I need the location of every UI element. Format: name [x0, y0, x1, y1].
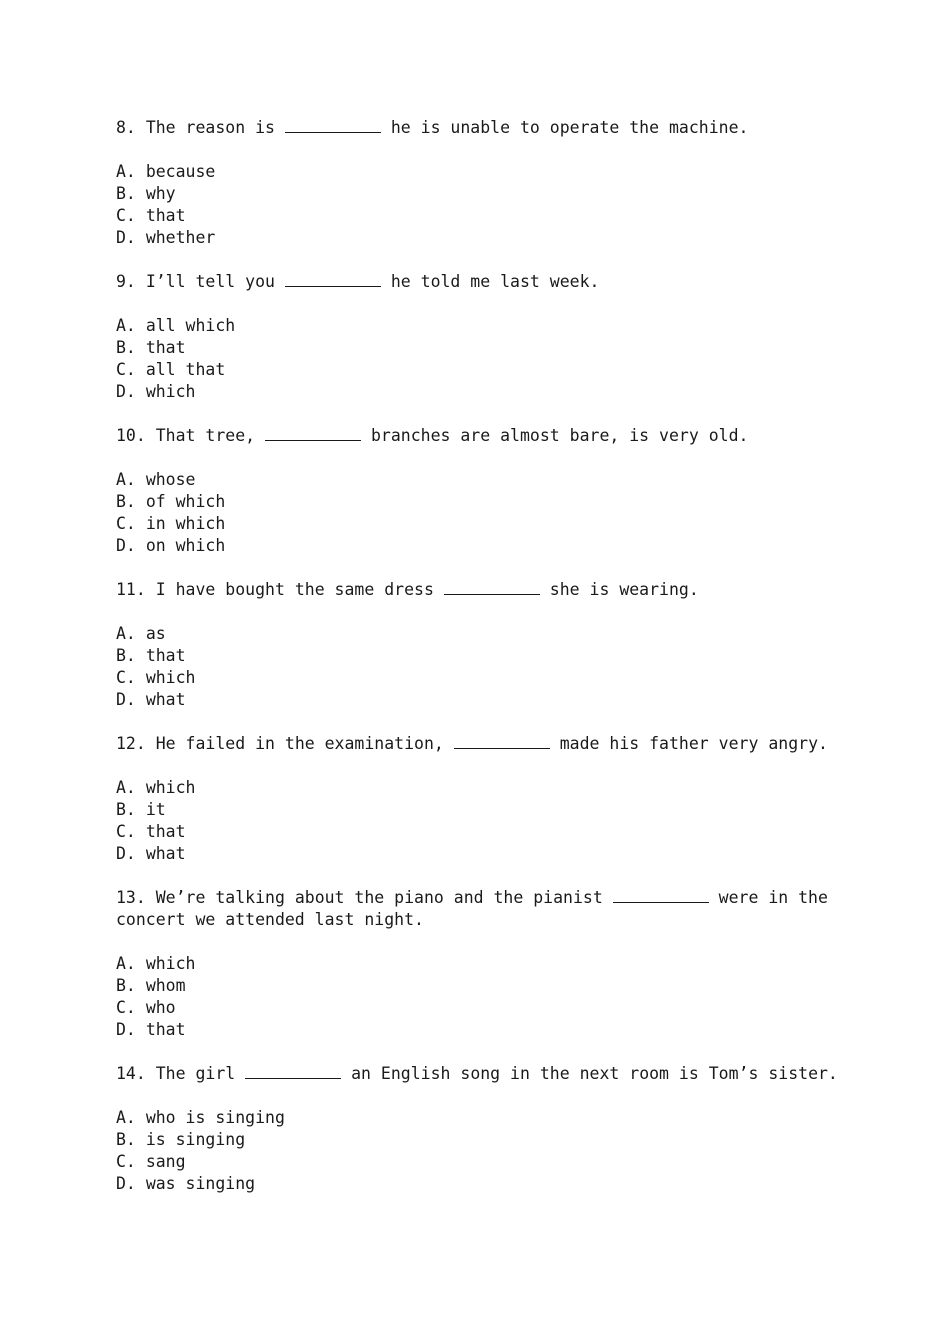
- answer-blank: [285, 271, 381, 287]
- option-text: what: [145, 690, 186, 709]
- question-stem-after: were in the concert we attended last night.: [116, 888, 838, 929]
- option-letter: C.: [116, 360, 136, 379]
- question-14: [116, 1063, 846, 1195]
- option-text: was singing: [145, 1174, 256, 1193]
- question-13: [116, 887, 846, 1041]
- option-text: because: [145, 162, 216, 181]
- option-letter: B.: [116, 976, 136, 995]
- option-letter: C.: [116, 206, 136, 225]
- option-text: it: [145, 800, 166, 819]
- option-letter: D.: [116, 1020, 136, 1039]
- option-text: all which: [145, 316, 236, 335]
- question-stem-before: I have bought the same dress: [155, 580, 434, 599]
- options-list: [116, 469, 846, 557]
- option-c[interactable]: [116, 205, 846, 227]
- option-text: why: [145, 184, 176, 203]
- option-letter: A.: [116, 954, 136, 973]
- answer-blank: [454, 733, 550, 749]
- question-text: [116, 1063, 846, 1085]
- question-stem-before: He failed in the examination,: [155, 734, 444, 753]
- option-a[interactable]: [116, 953, 846, 975]
- question-number: 8.: [116, 118, 136, 137]
- options-list: [116, 623, 846, 711]
- answer-blank: [265, 425, 361, 441]
- option-a[interactable]: [116, 315, 846, 337]
- question-9: [116, 271, 846, 403]
- option-text: whose: [145, 470, 196, 489]
- option-text: is singing: [145, 1130, 246, 1149]
- option-text: on which: [145, 536, 226, 555]
- option-text: which: [145, 778, 196, 797]
- question-stem-after: branches are almost bare, is very old.: [370, 426, 749, 445]
- option-text: that: [145, 206, 186, 225]
- option-d[interactable]: [116, 689, 846, 711]
- option-text: that: [145, 1020, 186, 1039]
- option-letter: B.: [116, 646, 136, 665]
- option-text: sang: [145, 1152, 186, 1171]
- option-d[interactable]: [116, 535, 846, 557]
- question-stem-before: That tree,: [155, 426, 256, 445]
- question-number: 11.: [116, 580, 146, 599]
- option-d[interactable]: [116, 227, 846, 249]
- option-text: that: [145, 338, 186, 357]
- option-text: all that: [145, 360, 226, 379]
- option-c[interactable]: [116, 1151, 846, 1173]
- option-letter: D.: [116, 844, 136, 863]
- option-letter: B.: [116, 800, 136, 819]
- option-b[interactable]: [116, 799, 846, 821]
- option-letter: A.: [116, 778, 136, 797]
- question-text: [116, 887, 846, 931]
- question-number: 10.: [116, 426, 146, 445]
- option-letter: A.: [116, 470, 136, 489]
- option-letter: A.: [116, 1108, 136, 1127]
- question-number: 14.: [116, 1064, 146, 1083]
- option-letter: D.: [116, 228, 136, 247]
- option-letter: A.: [116, 162, 136, 181]
- option-a[interactable]: [116, 623, 846, 645]
- question-text: [116, 117, 846, 139]
- option-a[interactable]: [116, 777, 846, 799]
- option-letter: C.: [116, 514, 136, 533]
- option-a[interactable]: [116, 1107, 846, 1129]
- question-stem-before: We’re talking about the piano and the pianist: [155, 888, 603, 907]
- option-text: that: [145, 646, 186, 665]
- question-text: [116, 425, 846, 447]
- question-stem-after: he is unable to operate the machine.: [390, 118, 749, 137]
- question-stem-after: he told me last week.: [390, 272, 600, 291]
- option-letter: D.: [116, 382, 136, 401]
- option-text: who: [145, 998, 176, 1017]
- option-text: which: [145, 668, 196, 687]
- option-letter: D.: [116, 536, 136, 555]
- question-stem-after: made his father very angry.: [559, 734, 828, 753]
- option-letter: B.: [116, 1130, 136, 1149]
- option-letter: B.: [116, 338, 136, 357]
- answer-blank: [245, 1063, 341, 1079]
- option-letter: C.: [116, 998, 136, 1017]
- question-11: [116, 579, 846, 711]
- option-letter: B.: [116, 492, 136, 511]
- question-stem-after: an English song in the next room is Tom’s sister.: [351, 1064, 838, 1083]
- option-text: whom: [145, 976, 186, 995]
- option-b[interactable]: [116, 337, 846, 359]
- options-list: [116, 315, 846, 403]
- option-letter: C.: [116, 1152, 136, 1171]
- question-stem-before: The girl: [155, 1064, 236, 1083]
- question-8: [116, 117, 846, 249]
- question-text: [116, 271, 846, 293]
- question-number: 9.: [116, 272, 136, 291]
- answer-blank: [285, 117, 381, 133]
- option-c[interactable]: [116, 513, 846, 535]
- option-letter: A.: [116, 624, 136, 643]
- option-letter: D.: [116, 1174, 136, 1193]
- option-letter: A.: [116, 316, 136, 335]
- question-stem-after: she is wearing.: [549, 580, 699, 599]
- options-list: [116, 1107, 846, 1195]
- option-d[interactable]: [116, 1019, 846, 1041]
- question-number: 13.: [116, 888, 146, 907]
- option-b[interactable]: [116, 975, 846, 997]
- options-list: [116, 777, 846, 865]
- answer-blank: [444, 579, 540, 595]
- options-list: [116, 953, 846, 1041]
- option-text: in which: [145, 514, 226, 533]
- question-number: 12.: [116, 734, 146, 753]
- option-text: of which: [145, 492, 226, 511]
- option-a[interactable]: [116, 469, 846, 491]
- option-c[interactable]: [116, 997, 846, 1019]
- option-a[interactable]: [116, 161, 846, 183]
- option-text: which: [145, 954, 196, 973]
- option-b[interactable]: [116, 1129, 846, 1151]
- option-c[interactable]: [116, 667, 846, 689]
- option-d[interactable]: [116, 381, 846, 403]
- option-c[interactable]: [116, 359, 846, 381]
- option-text: as: [145, 624, 166, 643]
- option-text: what: [145, 844, 186, 863]
- option-b[interactable]: [116, 183, 846, 205]
- option-text: who is singing: [145, 1108, 285, 1127]
- question-text: [116, 579, 846, 601]
- option-letter: B.: [116, 184, 136, 203]
- option-d[interactable]: [116, 843, 846, 865]
- option-letter: C.: [116, 822, 136, 841]
- option-text: which: [145, 382, 196, 401]
- option-text: that: [145, 822, 186, 841]
- option-letter: D.: [116, 690, 136, 709]
- question-12: [116, 733, 846, 865]
- option-letter: C.: [116, 668, 136, 687]
- option-c[interactable]: [116, 821, 846, 843]
- option-b[interactable]: [116, 645, 846, 667]
- question-10: [116, 425, 846, 557]
- option-text: whether: [145, 228, 216, 247]
- question-sheet: [116, 117, 846, 1217]
- question-stem-before: I’ll tell you: [145, 272, 275, 291]
- question-text: [116, 733, 846, 755]
- options-list: [116, 161, 846, 249]
- option-d[interactable]: [116, 1173, 846, 1195]
- answer-blank: [613, 887, 709, 903]
- option-b[interactable]: [116, 491, 846, 513]
- question-stem-before: The reason is: [145, 118, 275, 137]
